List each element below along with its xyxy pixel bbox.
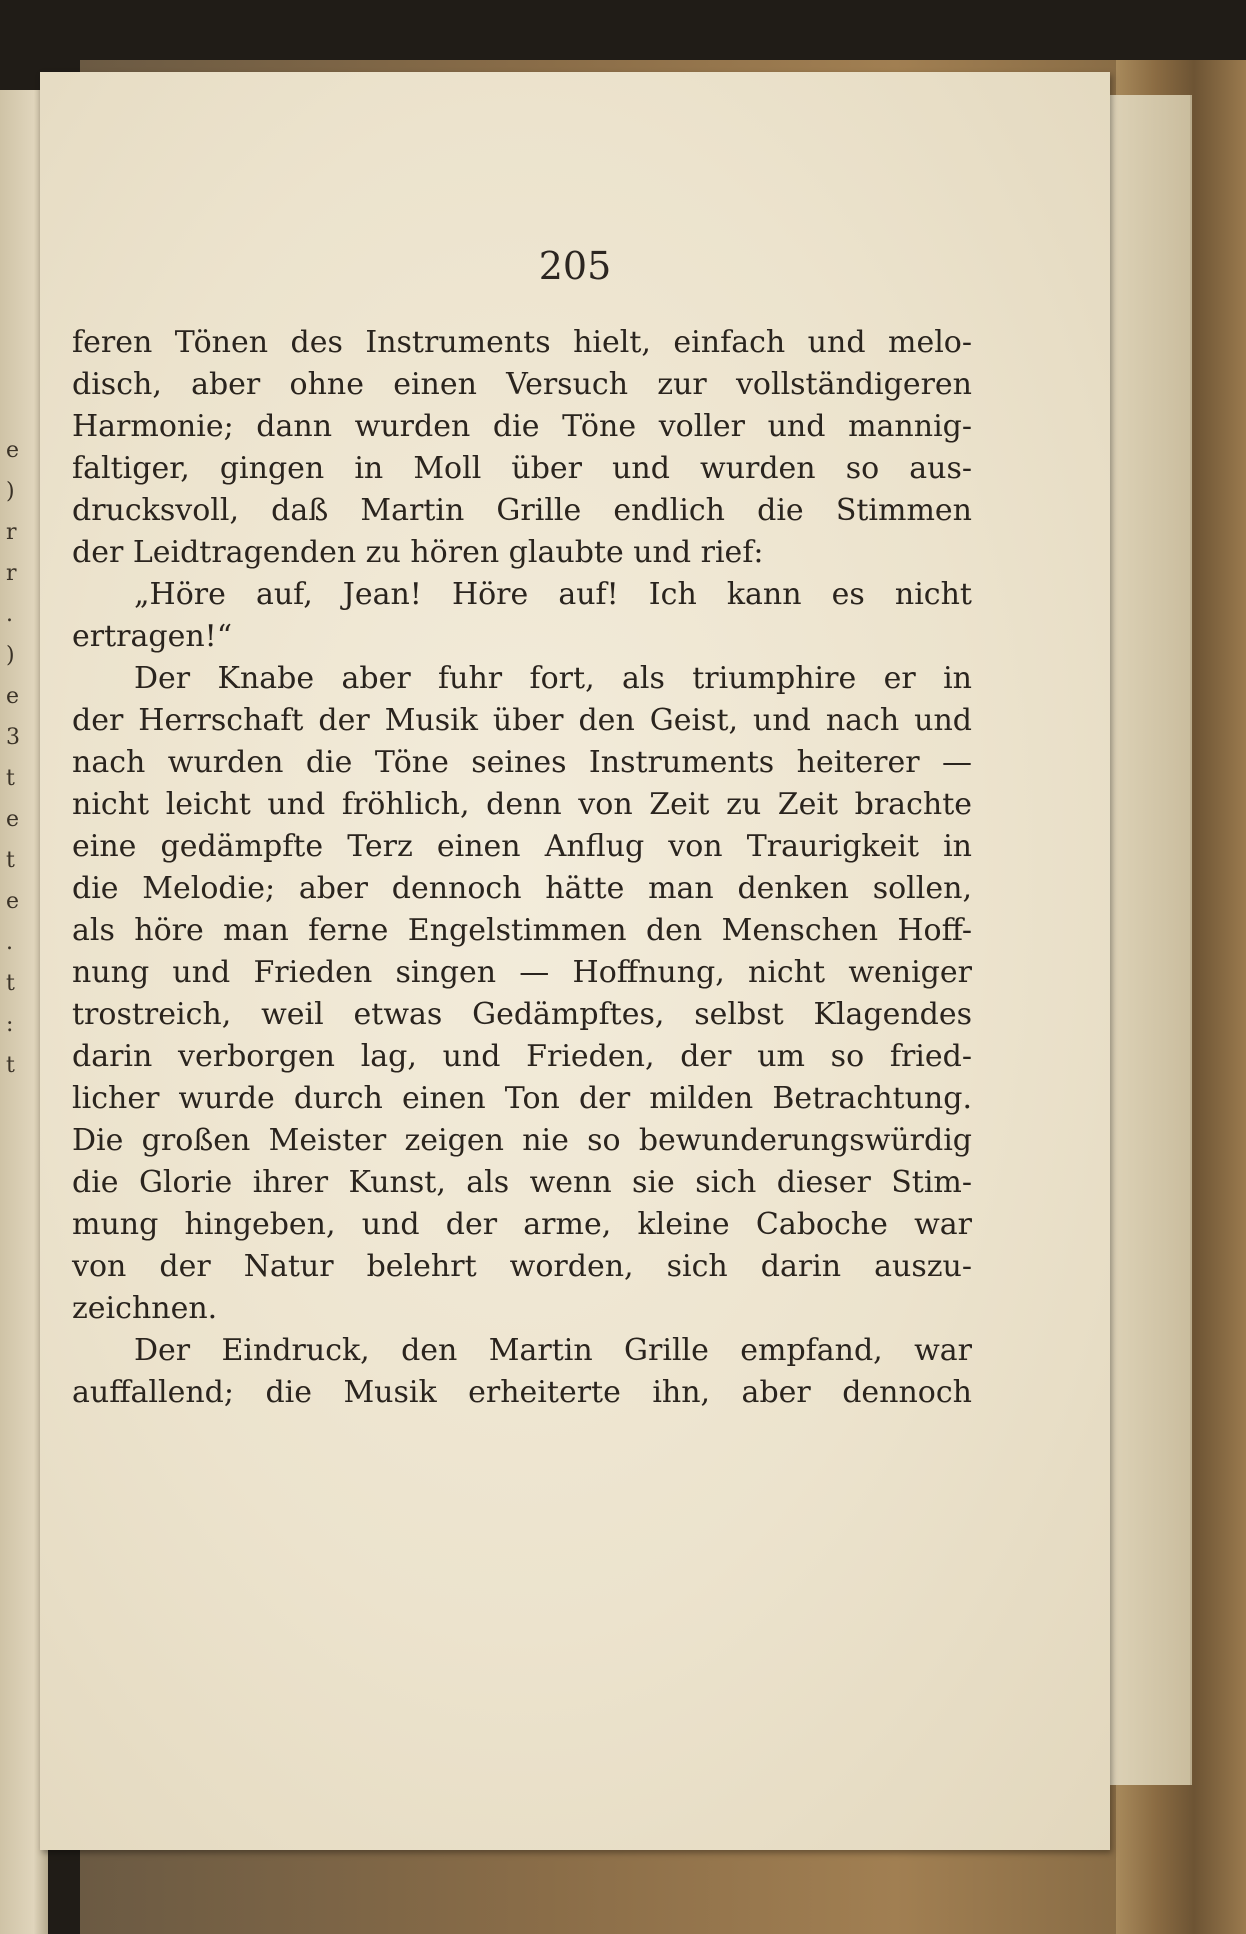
facing-page-letter: . <box>6 930 13 955</box>
facing-page-letters <box>6 430 26 1086</box>
text-line: ertragen!“ <box>72 619 233 654</box>
text-line: „Höre auf, Jean! Höre auf! Ich kann es nicht <box>134 577 972 612</box>
text-line: feren Tönen des Instruments hielt, einfach und melo- <box>72 325 972 360</box>
text-line: drucksvoll, daß Martin Grille endlich die Stimmen <box>72 493 972 528</box>
text-line: zeichnen. <box>72 1291 218 1326</box>
facing-page-letter: 3 <box>6 725 20 750</box>
facing-page-letter: ) <box>6 479 15 504</box>
facing-page-letter: t <box>6 971 15 996</box>
text-line: disch, aber ohne einen Versuch zur vollständigeren <box>72 367 972 402</box>
text-line: eine gedämpfte Terz einen Anflug von Traurigkeit in <box>72 829 972 864</box>
text-line: die Glorie ihrer Kunst, als wenn sie sich dieser Stim- <box>72 1165 972 1200</box>
text-line: Die großen Meister zeigen nie so bewunderungswürdig <box>72 1123 972 1158</box>
facing-page-letter: ) <box>6 643 15 668</box>
facing-page-letter: r <box>6 520 17 545</box>
text-line: Der Knabe aber fuhr fort, als triumphire er in <box>134 661 972 696</box>
text-line: Harmonie; dann wurden die Töne voller und mannig- <box>72 409 972 444</box>
text-line: Der Eindruck, den Martin Grille empfand, war <box>134 1333 972 1368</box>
facing-page-letter: t <box>6 1053 15 1078</box>
facing-page-letter: e <box>6 684 20 709</box>
text-line: von der Natur belehrt worden, sich darin auszu- <box>72 1249 972 1284</box>
text-line: darin verborgen lag, und Frieden, der um so fried- <box>72 1039 972 1074</box>
text-line: die Melodie; aber dennoch hätte man denken sollen, <box>72 871 972 906</box>
facing-page-letter: t <box>6 848 15 873</box>
text-line: faltiger, gingen in Moll über und wurden so aus- <box>72 451 972 486</box>
facing-page-letter: . <box>6 602 13 627</box>
facing-page-letter: t <box>6 766 15 791</box>
text-line: nicht leicht und fröhlich, denn von Zeit zu Zeit brachte <box>72 787 972 822</box>
text-line: der Leidtragenden zu hören glaubte und rief: <box>72 535 764 570</box>
facing-page-letter: : <box>6 1012 14 1037</box>
text-line: licher wurde durch einen Ton der milden Betrachtung. <box>72 1081 972 1116</box>
text-line: auffallend; die Musik erheiterte ihn, aber dennoch <box>72 1375 972 1410</box>
facing-page-letter: e <box>6 889 20 914</box>
text-line: als höre man ferne Engelstimmen den Menschen Hoff- <box>72 913 972 948</box>
body-text <box>72 322 972 1414</box>
text-line: mung hingeben, und der arme, kleine Caboche war <box>72 1207 972 1242</box>
text-line: nung und Frieden singen — Hoffnung, nicht weniger <box>72 955 972 990</box>
facing-page-letter: r <box>6 561 17 586</box>
text-line: trostreich, weil etwas Gedämpftes, selbst Klagendes <box>72 997 972 1032</box>
facing-page-letter: e <box>6 807 20 832</box>
facing-page-letter: e <box>6 438 20 463</box>
text-line: nach wurden die Töne seines Instruments heiterer — <box>72 745 972 780</box>
page-number: 205 <box>538 244 612 288</box>
book-page <box>40 72 1110 1850</box>
text-line: der Herrschaft der Musik über den Geist, und nach und <box>72 703 972 738</box>
